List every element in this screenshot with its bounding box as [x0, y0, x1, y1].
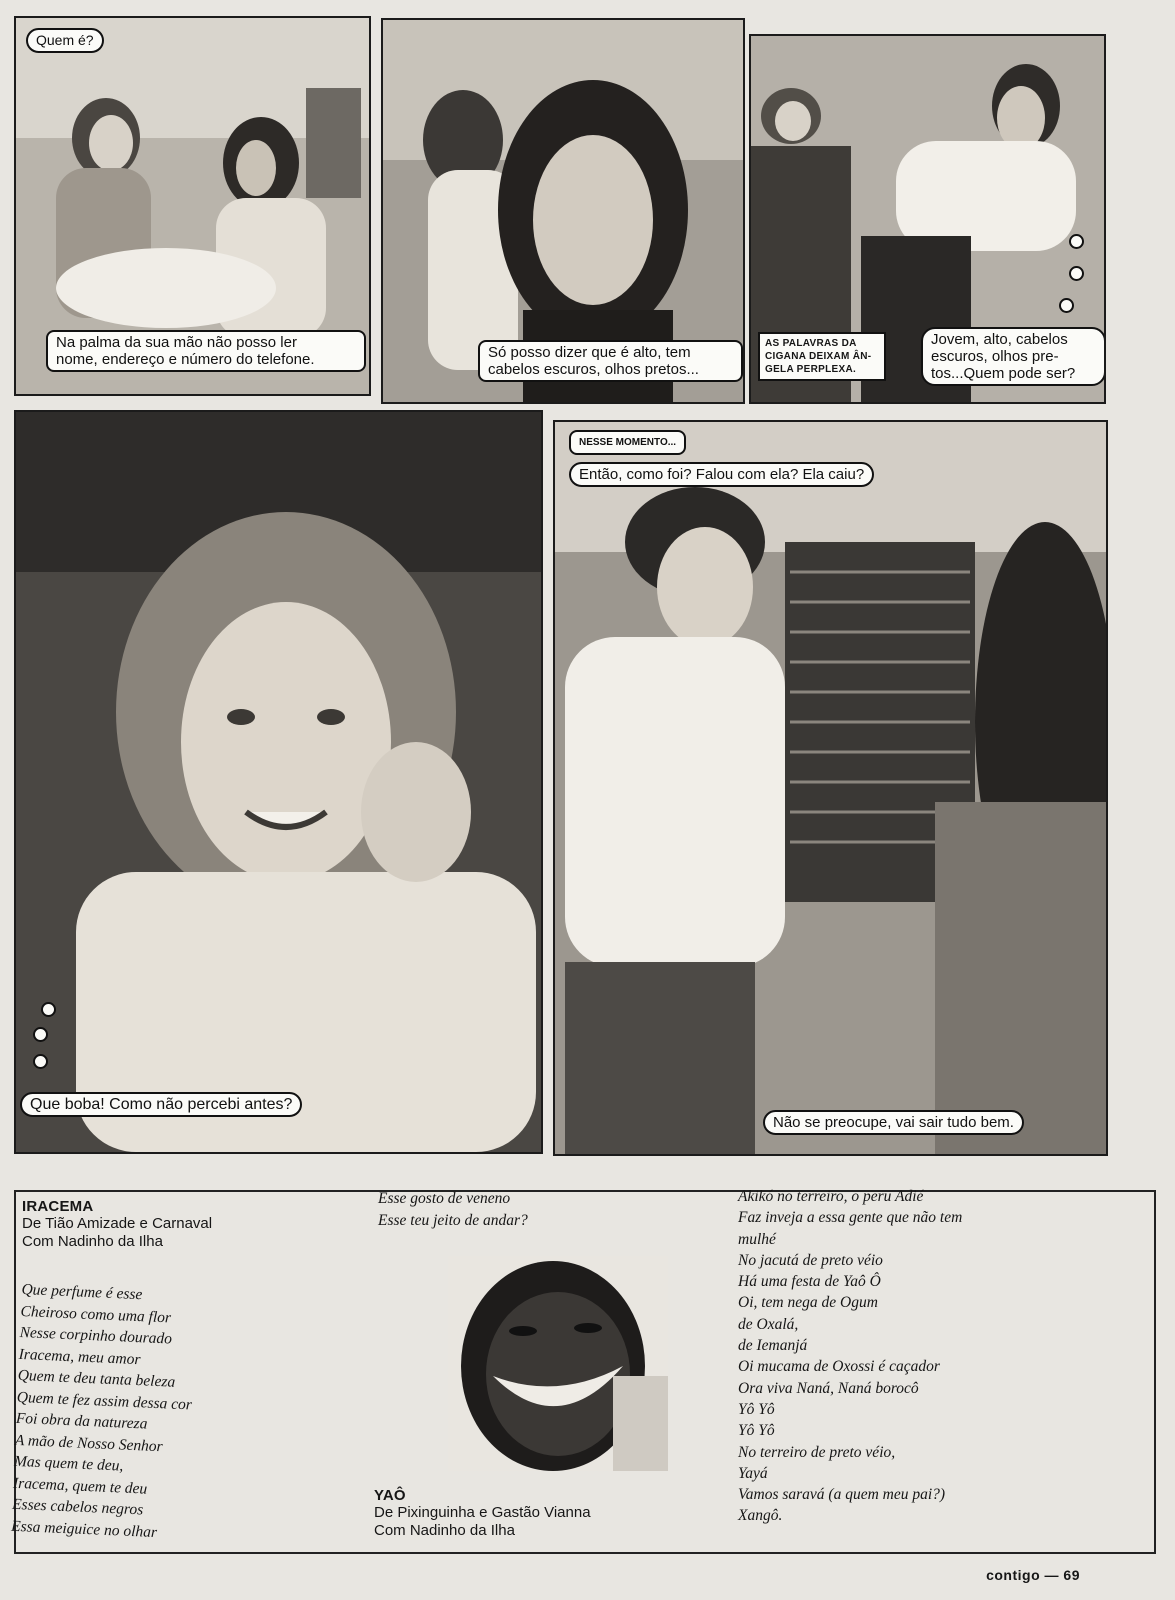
photo-young-man-talking	[555, 422, 1106, 1154]
footer-dash: —	[1044, 1567, 1060, 1583]
lyric-line: Xangô.	[738, 1507, 783, 1525]
lyric-line: A mão de Nosso Senhor	[14, 1431, 164, 1455]
lyric-line: Yô Yô	[738, 1422, 775, 1440]
lyric-line: No terreiro de preto véio,	[738, 1443, 896, 1461]
thought-circle	[33, 1054, 48, 1069]
magazine-name: contigo	[986, 1567, 1041, 1583]
page-number: 69	[1063, 1567, 1080, 1583]
comic-panel-2	[381, 18, 745, 404]
thought-circle	[33, 1027, 48, 1042]
speech-bubble-quem-e: Quem é?	[26, 28, 104, 53]
photo-nadinho-da-ilha	[448, 1256, 668, 1471]
lyric-line: Iracema, meu amor	[18, 1345, 141, 1368]
song-credit: De Pixinguinha e Gastão Vianna	[374, 1504, 591, 1521]
lyric-line: Oi, tem nega de Ogum	[738, 1294, 878, 1312]
comic-panel-5	[553, 420, 1108, 1156]
lyric-line: Há uma festa de Yaô Ô	[738, 1273, 881, 1291]
lyric-line: de Oxalá,	[738, 1315, 799, 1333]
lyric-line: Ora viva Naná, Naná borocô	[738, 1379, 919, 1397]
lyric-line: Nesse corpinho dourado	[19, 1323, 173, 1348]
speech-bubble-so-posso: Só posso dizer que é alto, tem cabelos escuros, olhos pretos...	[478, 340, 743, 382]
lyric-line: No jacutá de preto véio	[738, 1251, 883, 1269]
lyric-line: Akikó no terreiro, o peru Adié	[738, 1188, 924, 1205]
comic-panel-1	[14, 16, 371, 396]
lyric-line: Mas quem te deu,	[13, 1452, 124, 1475]
speech-bubble-nao-se-preocupe: Não se preocupe, vai sair tudo bem.	[763, 1110, 1024, 1135]
lyric-line: Foi obra da natureza	[15, 1409, 148, 1433]
lyric-line: de Iemanjá	[738, 1337, 808, 1355]
song-yao-lyrics	[738, 1186, 1138, 1527]
lyric-line: Quem te deu tanta beleza	[17, 1366, 176, 1391]
song-iracema	[10, 1198, 352, 1541]
song-yao-header	[374, 1487, 674, 1540]
photo-woman-smiling-portrait	[16, 412, 541, 1152]
speech-bubble-palma: Na palma da sua mão não posso ler nome, endereço e número do telefone.	[46, 330, 366, 372]
narration-caption-nesse-momento: NESSE MOMENTO...	[569, 430, 686, 455]
page-footer	[986, 1567, 1080, 1583]
comic-panel-4	[14, 410, 543, 1154]
song-credit: Com Nadinho da Ilha	[374, 1522, 515, 1539]
thought-circle	[41, 1002, 56, 1017]
lyric-line: Esses cabelos negros	[11, 1495, 144, 1519]
song-iracema-continued	[378, 1188, 708, 1231]
thought-circle	[1069, 266, 1084, 281]
song-lyrics-box	[10, 1188, 1156, 1554]
lyric-line: Esse teu jeito de andar?	[378, 1211, 528, 1229]
lyric-line: Yayá	[738, 1464, 768, 1482]
lyric-line: Que perfume é esse	[21, 1280, 143, 1304]
lyric-line: Essa meiguice no olhar	[10, 1517, 158, 1541]
song-lyrics	[11, 1279, 352, 1551]
song-title: YAÔ	[374, 1487, 406, 1504]
lyric-line: Oi mucama de Oxossi é caçador	[738, 1358, 940, 1376]
lyric-line: Esse gosto de veneno	[378, 1190, 511, 1207]
thought-bubble-jovem-alto: Jovem, alto, cabelos escuros, olhos pre- tos...Quem pode ser?	[921, 327, 1106, 386]
lyric-line: Quem te fez assim dessa cor	[16, 1388, 193, 1414]
thought-bubble-que-boba: Que boba! Como não percebi antes?	[20, 1092, 302, 1117]
comic-panel-3	[749, 34, 1106, 404]
song-title: IRACEMA	[22, 1198, 94, 1215]
thought-circle	[1059, 298, 1074, 313]
thought-circle	[1069, 234, 1084, 249]
lyric-line: Iracema, quem te deu	[12, 1474, 148, 1498]
lyric-line: Faz inveja a essa gente que não tem	[738, 1209, 963, 1227]
lyric-line: Vamos saravá (a quem meu pai?)	[738, 1486, 946, 1504]
lyric-line: mulhé	[738, 1230, 776, 1248]
song-credit: De Tião Amizade e Carnaval	[22, 1215, 213, 1232]
speech-bubble-entao-como-foi: Então, como foi? Falou com ela? Ela caiu?	[569, 462, 874, 487]
lyric-line: Cheiroso como uma flor	[20, 1302, 172, 1327]
narration-caption-perplexa: AS PALAVRAS DA CIGANA DEIXAM ÂN- GELA PERPLEXA.	[758, 332, 886, 381]
song-credit: Com Nadinho da Ilha	[22, 1233, 163, 1250]
lyric-line: Yô Yô	[738, 1400, 775, 1418]
